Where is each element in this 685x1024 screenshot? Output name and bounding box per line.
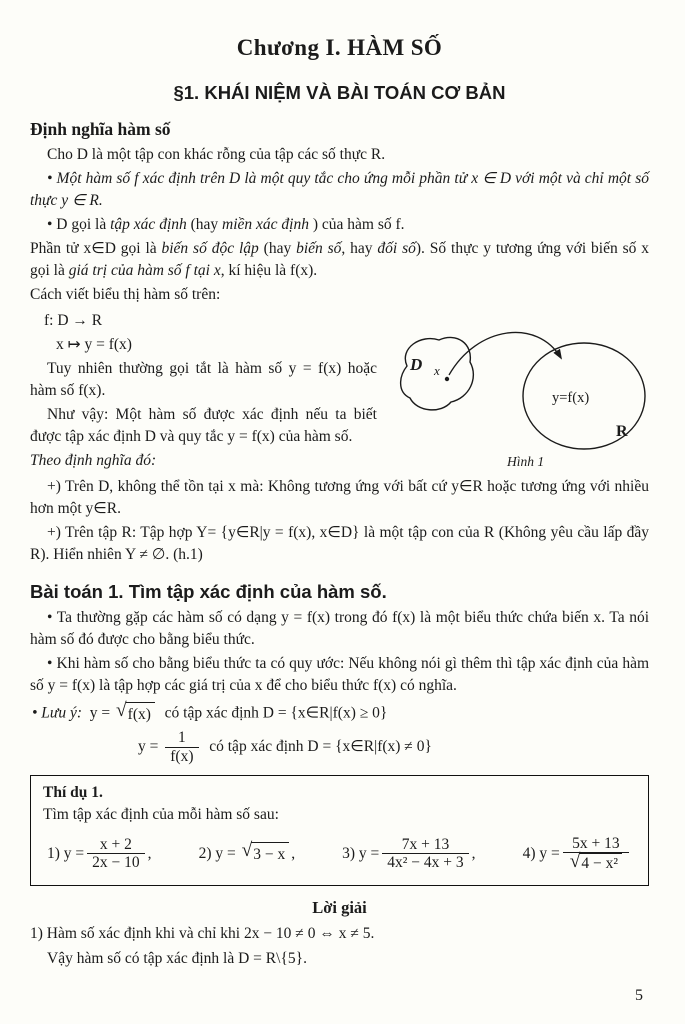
formula-text: 1) y =: [47, 844, 85, 862]
text-run: , kí hiệu là f(x).: [220, 261, 318, 279]
figure-column: [377, 308, 649, 474]
text-run: giá trị của hàm số f tại x: [68, 261, 221, 279]
definition-bullet-tap-xac-dinh: [30, 214, 649, 236]
example-1-formulas: [43, 835, 636, 874]
definition-intro: Cho D là một tập con khác rỗng của tập các số thực R.: [47, 145, 386, 163]
problem-bullet-2: • Khi hàm số cho bằng biểu thức ta có quy ước: Nếu không nói gì thêm thì tập xác định của hàm số y = f(x) là tập hợp các giá trị của x để cho biểu thức f(x) có nghĩa.: [30, 655, 649, 695]
denominator: 4x² − 4x + 3: [382, 853, 468, 872]
paragraph-theo-dinh-nghia: Theo định nghĩa đó:: [30, 451, 157, 469]
radical-sign: √: [241, 839, 253, 861]
domain-label: D: [410, 354, 423, 374]
separator-comma: ,: [291, 844, 296, 862]
luu-y-label: • Lưu ý:: [32, 704, 83, 722]
text-run: , hay: [341, 239, 378, 257]
formula-text: 4) y =: [522, 844, 560, 862]
example-1-box: [30, 775, 649, 887]
denominator: f(x): [165, 747, 198, 766]
fraction: [382, 836, 468, 873]
separator-comma: ,: [471, 844, 476, 862]
formula-text: có tập xác định D = {x∈R|f(x) ≥ 0}: [164, 704, 388, 722]
text-run: biến số độc lập: [161, 239, 259, 257]
definition-cach-viet: Cách viết biểu thị hàm số trên:: [30, 285, 221, 303]
figure-caption: Hình 1: [507, 453, 545, 469]
formula-text: có tập xác định D = {x∈R|f(x) ≠ 0}: [209, 737, 432, 755]
chapter-title: Chương I. HÀM SỐ: [236, 35, 443, 60]
text-run: • D gọi là: [47, 215, 111, 233]
formula-text: y =: [138, 737, 159, 755]
numerator: 1: [178, 729, 186, 747]
element-x-label: x: [434, 362, 440, 378]
luu-y-line-2: [138, 729, 649, 766]
text-run: (hay: [258, 239, 297, 257]
radical-sign: √: [569, 851, 581, 873]
left-text-column: [30, 308, 377, 474]
radicand: 4 − x²: [579, 853, 622, 873]
example-function-1: [47, 836, 152, 873]
separator-comma: ,: [147, 844, 152, 862]
mapping-notation-line2: x ↦ y = f(x): [56, 335, 132, 353]
numerator: 5x + 13: [572, 834, 620, 852]
formula-text: 2) y =: [198, 844, 236, 862]
solution-line-2: Vậy hàm số có tập xác định là D = R\{5}.: [47, 949, 307, 967]
example-function-3: [342, 836, 475, 873]
example-function-4: [523, 835, 632, 874]
text-run: ) của hàm số f.: [309, 215, 405, 233]
luu-y-line-1: [32, 702, 649, 726]
text-run: tập xác định: [110, 215, 187, 233]
paragraph-goi-tat: Tuy nhiên thường gọi tắt là hàm số y = f(x) hoặc hàm số f(x).: [30, 359, 377, 399]
text-run: miền xác định: [222, 215, 309, 233]
codomain-label: R: [616, 422, 628, 440]
text-run: Phần tử x∈D gọi là: [30, 239, 162, 257]
definition-paragraph-bien-so: [30, 238, 649, 282]
mapping-arrow: [449, 332, 561, 375]
fraction: [563, 835, 629, 874]
numerator: 7x + 13: [401, 835, 450, 853]
text-run: (hay: [186, 215, 223, 233]
solution-heading: Lời giải: [312, 898, 367, 918]
formula-text: y =: [89, 704, 111, 722]
formula-text: 3) y =: [342, 844, 380, 862]
solution-line-1: 1) Hàm số xác định khi và chỉ khi 2x − 10 ≠ 0 ⇔ x ≠ 5.: [30, 924, 375, 942]
example-1-title: Thí dụ 1.: [43, 783, 103, 801]
page-number: 5: [635, 987, 643, 1005]
denominator: [563, 852, 629, 873]
sqrt-expression: [241, 839, 290, 866]
problem-1-heading: Bài toán 1. Tìm tập xác định của hàm số.: [30, 580, 387, 602]
example-1-prompt: Tìm tập xác định của mỗi hàm số sau:: [43, 805, 279, 823]
sqrt-expression: [570, 853, 622, 873]
function-mapping-figure: [377, 312, 649, 472]
element-x-dot: [445, 377, 449, 381]
definition-heading: Định nghĩa hàm số: [30, 118, 171, 139]
radicand: f(x): [126, 702, 155, 726]
text-run: biến số: [296, 239, 342, 257]
image-value-label: y=f(x): [552, 389, 590, 406]
text-run: đối số: [377, 239, 416, 257]
radicand: 3 − x: [251, 842, 289, 866]
problem-bullet-1: • Ta thường gặp các hàm số có dạng y = f(x) trong đó f(x) là một biểu thức chứa biến x. Ta nói hàm số đó được cho bằng biểu thức.: [30, 609, 649, 649]
definition-note-2: +) Trên tập R: Tập hợp Y= {y∈R|y = f(x), x∈D} là một tập con của R (Không yêu cầu lấp đầy R). Hiển nhiên Y ≠ ∅. (h.1): [30, 523, 649, 563]
fraction: [165, 729, 198, 766]
text-and-figure-row: [30, 308, 649, 474]
section-title: §1. KHÁI NIỆM VÀ BÀI TOÁN CƠ BẢN: [173, 81, 506, 103]
definition-note-1: +) Trên D, không thể tồn tại x mà: Không tương ứng với bất cứ y∈R hoặc tương ứng với nhiều hơn một y∈R.: [30, 477, 649, 517]
mapping-notation-line1: f: D → R: [44, 311, 103, 329]
sqrt-expression: [116, 702, 155, 726]
fraction: [87, 836, 145, 873]
definition-bullet-ham-so: • Một hàm số f xác định trên D là một quy tắc cho ứng mỗi phần tử x ∈ D với một và chỉ một số thực y ∈ R.: [30, 169, 649, 209]
text-run: ). Số thực y tương ứng với biến số x gọi là: [30, 239, 649, 279]
radical-sign: √: [116, 700, 127, 722]
example-function-2: [198, 839, 296, 866]
numerator: x + 2: [99, 835, 132, 853]
paragraph-nhu-vay: Như vậy: Một hàm số được xác định nếu ta biết được tập xác định D và quy tắc y = f(x) của hàm số.: [30, 405, 377, 445]
denominator: 2x − 10: [87, 853, 145, 872]
